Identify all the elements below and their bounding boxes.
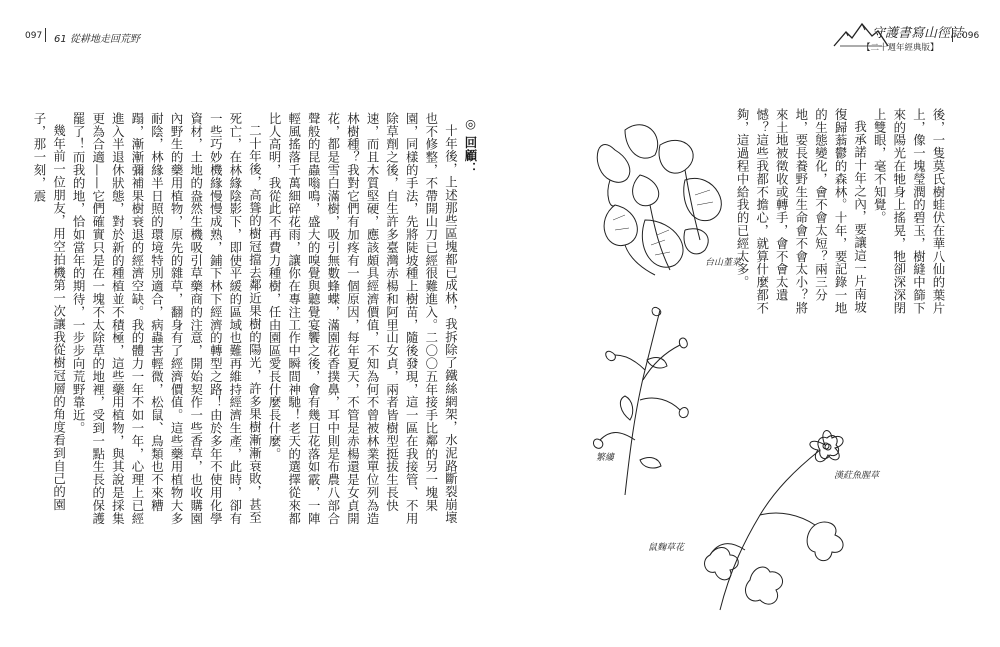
caption-chickweed: 繁縷 — [596, 453, 615, 463]
left-running-title: 61 從耕地走回荒野 — [54, 34, 140, 45]
right-running-title: 守護書寫山徑誌 — [872, 26, 964, 41]
left-page-text — [29, 112, 480, 530]
paragraph: 幾年前一位朋友，用空拍機第一次讓我從樹冠層的角度看到自己的園子，那一刻，震 — [31, 112, 67, 512]
caption-cudweed: 鼠麴草花 — [648, 543, 685, 553]
caption-violet: 台山堇菜 — [705, 258, 742, 268]
header-divider-left — [45, 28, 46, 42]
paragraph: 十年後，上述那些區塊都已成林，我拆除了鐵絲網架，水泥路斷裂崩壞也不修整，不帶開山刀已經很難進入。二〇〇五年接手比鄰的另一塊果園，同樣的手法，先將陡坡種上樹苗，隨後發現，這一區在我接管、不用除草劑之後，自生許多臺灣赤楊和阿里山女貞，兩者皆樹型挺拔生長快速，而且木質堅硬，應該頗具經濟價值，不知為何不曾被林業單位列為造林樹種？我對它們有加疼有一個原因，每年夏天，不管是赤楊還是女貞開花，都是雪白滿樹，吸引無數蜂蝶，滿園花香撲鼻，耳中則是布農八部合聲般的昆蟲嗡鳴，盛大的嗅覺與聽覺宴饗之後，會有幾日花落如霰，一陣輕風搖落千萬細碎花雨，讓你在專注工作中瞬間神馳！老天的選擇從來都比人高明，我從此不再費力種樹，任由園區愛長什麼長什麼。 — [267, 112, 459, 525]
paragraph: 二十年後，高聳的樹冠擋去鄰近果樹的陽光，許多果樹漸漸衰敗，甚至死亡，在林緣陰影下，即使平緩的區域也難再維持經濟生產，此時，卻有一些巧妙機緣慢慢成熟，鋪下林下經濟的轉型之路！由於多年不使用化學資材，土地的盎然生機吸引草藥商的注意，開始契作一些香草，也收購園內野生的藥用植物，原先的雜草，翻身有了經濟價值。這些藥用植物大多耐陰，林緣半日照的環境特別適合，病蟲害輕微，松鼠、鳥類也不來糟蹋，漸漸彌補果樹衰退的經濟空缺。我的體力一年不如一年，心理上已經進入半退休狀態，對於新的種植並不積極，這些藥用植物，與其說是採集更為合適——它們確實只是在一塊不太除草的地裡，受到一點生長的保護罷了！而我的地，恰如當年的期待，一步步向荒野靠近。 — [71, 112, 263, 525]
left-page-number: 097 — [25, 31, 43, 41]
paragraph: 我承諾十年之內，要讓這一片南坡復歸蓊鬱的森林。十年，要記錄一地的生態變化，會不會太短？兩三分地，要長養野生生命會不會太小？將來土地被徵收或轉手，會不會太遺憾？這些我都不擔心，就算什麼都不夠，這過程中給我的已經太多。 — [735, 108, 868, 315]
section-heading: ◎ 回顧： — [463, 116, 478, 176]
right-running-subtitle: 【二十週年經典版】 — [862, 43, 939, 53]
flower-bloom-illustration — [800, 420, 850, 470]
caption-fleabane: 漢葒魚腥草 — [834, 471, 880, 481]
right-page-text — [732, 108, 948, 320]
chickweed-illustration — [585, 300, 695, 500]
right-page-number: 096 — [962, 31, 980, 41]
paragraph: 後，一隻莫氏樹蛙伏在華八仙的葉片上，像一塊瑩潤的碧玉，樹縫中篩下來的陽光在牠身上搖晃，牠卻深深閉上雙眼，毫不知覺。 — [872, 108, 946, 315]
